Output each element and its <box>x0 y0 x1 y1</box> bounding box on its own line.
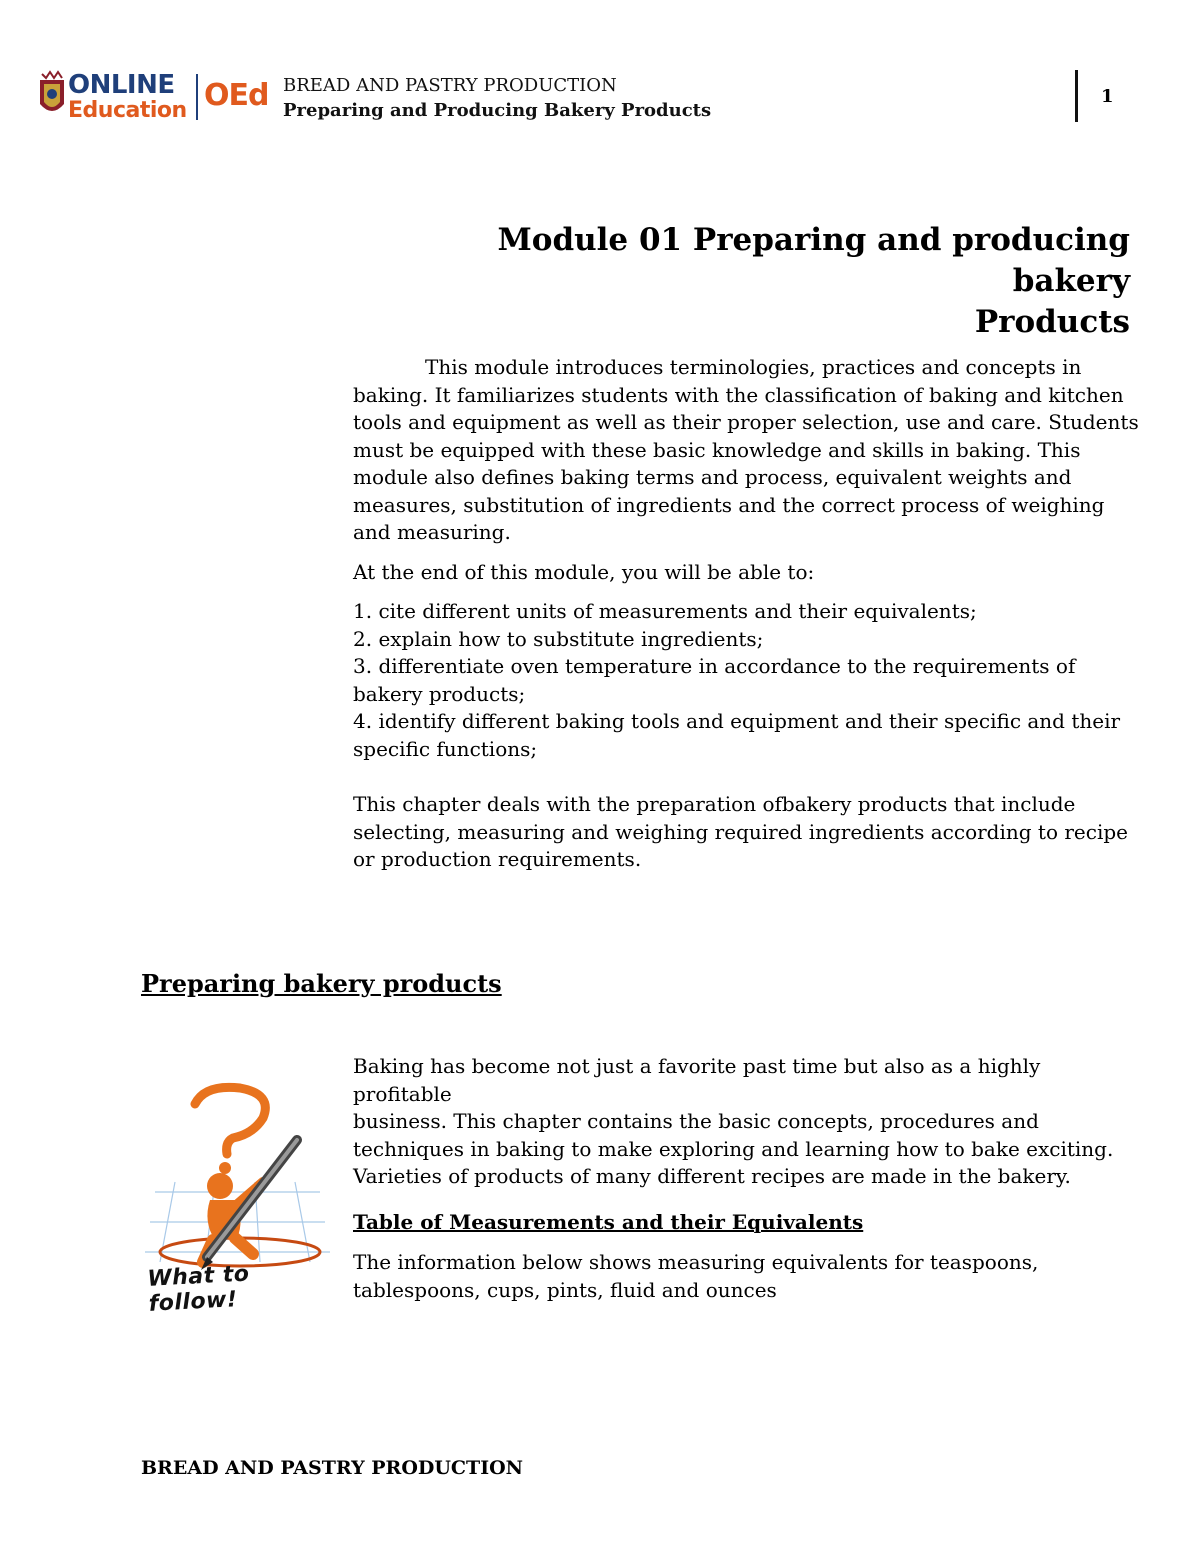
chapter-summary-line: selecting, measuring and weighing required ingredients according to recipe <box>353 819 1128 844</box>
measurements-info-line: tablespoons, cups, pints, fluid and ounces <box>353 1277 777 1302</box>
header-separator <box>1075 70 1078 122</box>
baking-line: business. This chapter contains the basic concepts, procedures and <box>353 1109 1039 1133</box>
chapter-summary <box>353 791 1143 874</box>
logo-text-education: Education <box>68 98 187 123</box>
objectives-intro: At the end of this module, you will be able to: <box>353 560 815 584</box>
intro-paragraph <box>353 354 1143 547</box>
section-heading: Preparing bakery products <box>141 969 502 998</box>
intro-line: measures, substitution of ingredients and the correct process of weighing <box>353 492 1105 517</box>
intro-line: This module introduces terminologies, practices and concepts in <box>425 355 1082 379</box>
baking-paragraph <box>353 1053 1143 1191</box>
measurements-info-line: The information below shows measuring equivalents for teaspoons, <box>353 1250 1039 1274</box>
baking-line: techniques in baking to make exploring and learning how to bake exciting. <box>353 1136 1114 1161</box>
header-course: BREAD AND PASTRY PRODUCTION <box>283 75 617 96</box>
illustration-caption: What to follow! <box>146 1261 251 1317</box>
module-title <box>380 220 1130 343</box>
objective-line: 4. identify different baking tools and equipment and their specific and their <box>353 709 1121 733</box>
chapter-summary-line: or production requirements. <box>353 847 642 871</box>
objectives-list <box>353 598 1143 763</box>
objective-line: bakery products; <box>353 681 526 706</box>
intro-line: baking. It familiarizes students with the classification of baking and kitchen <box>353 382 1124 407</box>
objective-line: 2. explain how to substitute ingredients; <box>353 626 764 651</box>
baking-line: Varieties of products of many different recipes are made in the bakery. <box>353 1164 1071 1188</box>
module-title-line-1: Module 01 Preparing and producing bakery <box>497 222 1130 299</box>
online-education-logo <box>38 70 273 126</box>
measurements-table-heading: Table of Measurements and their Equivalents <box>353 1210 864 1234</box>
intro-line: must be equipped with these basic knowledge and skills in baking. This <box>353 437 1081 462</box>
logo-text-oed: OEd <box>204 78 269 113</box>
measurements-info <box>353 1249 1143 1304</box>
chapter-summary-line: This chapter deals with the preparation ofbakery products that include <box>353 792 1076 816</box>
logo-text-online: ONLINE <box>68 70 175 100</box>
header-text <box>283 73 711 123</box>
page-number: 1 <box>1101 86 1114 107</box>
header-subtitle: Preparing and Producing Bakery Products <box>283 100 712 121</box>
intro-line: tools and equipment as well as their proper selection, use and care. Students <box>353 410 1139 434</box>
page-footer: BREAD AND PASTRY PRODUCTION <box>141 1457 523 1479</box>
intro-line: and measuring. <box>353 520 511 544</box>
objective-line: 3. differentiate oven temperature in accordance to the requirements of <box>353 654 1076 678</box>
baking-line: Baking has become not just a favorite past time but also as a highly profitable <box>353 1054 1041 1106</box>
objective-line: specific functions; <box>353 736 538 761</box>
module-title-line-2: Products <box>974 304 1130 340</box>
objective-line: 1. cite different units of measurements and their equivalents; <box>353 599 977 623</box>
intro-line: module also defines baking terms and process, equivalent weights and <box>353 465 1072 489</box>
